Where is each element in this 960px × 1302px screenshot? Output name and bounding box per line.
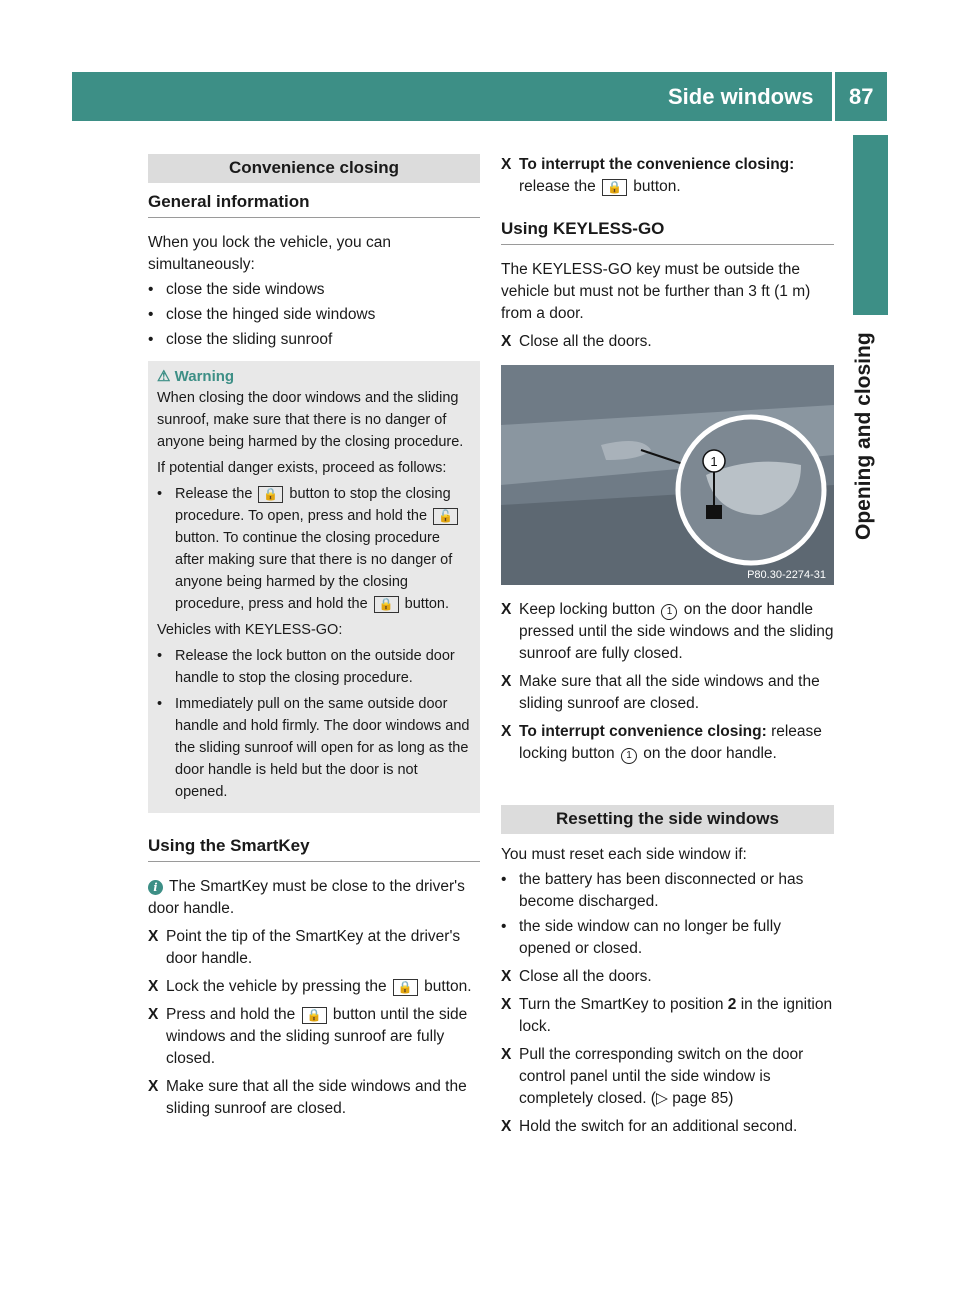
body-text: The KEYLESS-GO key must be outside the vehicle but must not be further than 3 ft (1 m) from a door.	[501, 261, 811, 322]
chapter-label: Opening and closing	[852, 332, 875, 540]
subsection-heading: General information	[148, 187, 480, 218]
callout-number: 1	[710, 454, 718, 469]
left-column	[148, 154, 480, 1120]
step-item: X Hold the switch for an additional second.	[501, 1118, 798, 1135]
chapter-tab	[853, 135, 888, 315]
info-note: i The SmartKey must be close to the driver's door handle.	[148, 878, 465, 917]
warning-title: ⚠ Warning	[157, 368, 235, 385]
list-item: • close the side windows	[148, 281, 325, 298]
door-handle-figure	[501, 365, 834, 585]
subsection-heading: Using KEYLESS-GO	[501, 214, 834, 245]
step-item: X Close all the doors.	[501, 968, 652, 985]
subsection-heading: Using the SmartKey	[148, 831, 480, 862]
list-item: • Release the lock button on the outside door handle to stop the closing procedure.	[157, 648, 455, 686]
warning-text: When closing the door windows and the sliding sunroof, make sure that there is no danger of anyone being harmed by the closing procedure.	[157, 390, 464, 450]
unlock-icon: 🔓	[433, 508, 458, 525]
lock-icon: 🔒	[393, 979, 418, 996]
door-handle-illustration	[501, 365, 834, 585]
callout-icon: 1	[661, 604, 677, 620]
section-heading: Resetting the side windows	[501, 805, 834, 834]
header-separator	[832, 72, 835, 121]
list-item: • Immediately pull on the same outside door handle and hold firmly. The door windows and the sliding sunroof will open for as long as the door handle is held but the door is not opened.	[157, 696, 470, 800]
right-column	[501, 154, 834, 1138]
step-item: X Close all the doors.	[501, 333, 652, 350]
list-item: • Release the 🔒 button to stop the closing procedure. To open, press and hold the 🔓 button. To continue the closing procedure after making sure that there is no danger of anyone being harmed by the closing procedure, press and hold the 🔒 button.	[157, 483, 472, 615]
list-item: • close the hinged side windows	[148, 306, 376, 323]
figure-code: P80.30-2274-31	[747, 569, 826, 581]
step-item: X Keep locking button 1 on the door handle pressed until the side windows and the sliding sunroof are fully closed.	[501, 601, 834, 662]
warning-icon: ⚠	[157, 368, 171, 385]
step-item: X To interrupt the convenience closing: release the 🔒 button.	[501, 156, 795, 195]
warning-text: Vehicles with KEYLESS-GO:	[157, 622, 343, 638]
intro-text: When you lock the vehicle, you can simultaneously:	[148, 234, 391, 273]
page-number: 87	[849, 84, 874, 109]
lock-icon: 🔒	[258, 486, 283, 503]
step-item: X Turn the SmartKey to position 2 in the ignition lock.	[501, 996, 833, 1035]
callout-icon: 1	[621, 748, 637, 764]
step-item: X Point the tip of the SmartKey at the driver's door handle.	[148, 928, 461, 967]
lock-icon: 🔒	[302, 1007, 327, 1024]
list-item: • close the sliding sunroof	[148, 331, 333, 348]
lock-icon: 🔒	[602, 179, 627, 196]
body-text: You must reset each side window if:	[501, 846, 747, 863]
step-item: X Make sure that all the side windows and the sliding sunroof are closed.	[148, 1078, 467, 1117]
warning-box	[148, 361, 480, 813]
step-item: X Lock the vehicle by pressing the 🔒 button.	[148, 978, 472, 995]
section-heading: Convenience closing	[148, 154, 480, 183]
warning-text: If potential danger exists, proceed as follows:	[157, 460, 447, 476]
step-item: X Pull the corresponding switch on the door control panel until the side window is completely closed. (▷ page 85)	[501, 1046, 804, 1107]
step-item: X To interrupt convenience closing: release locking button 1 on the door handle.	[501, 723, 822, 762]
list-item: • the battery has been disconnected or has become discharged.	[501, 871, 804, 910]
info-icon: i	[148, 880, 163, 895]
list-item: • the side window can no longer be fully opened or closed.	[501, 918, 781, 957]
step-item: X Press and hold the 🔒 button until the side windows and the sliding sunroof are fully closed.	[148, 1006, 468, 1067]
step-item: X Make sure that all the side windows and the sliding sunroof are closed.	[501, 673, 820, 712]
lock-icon: 🔒	[374, 596, 399, 613]
page-title: Side windows	[668, 84, 814, 109]
